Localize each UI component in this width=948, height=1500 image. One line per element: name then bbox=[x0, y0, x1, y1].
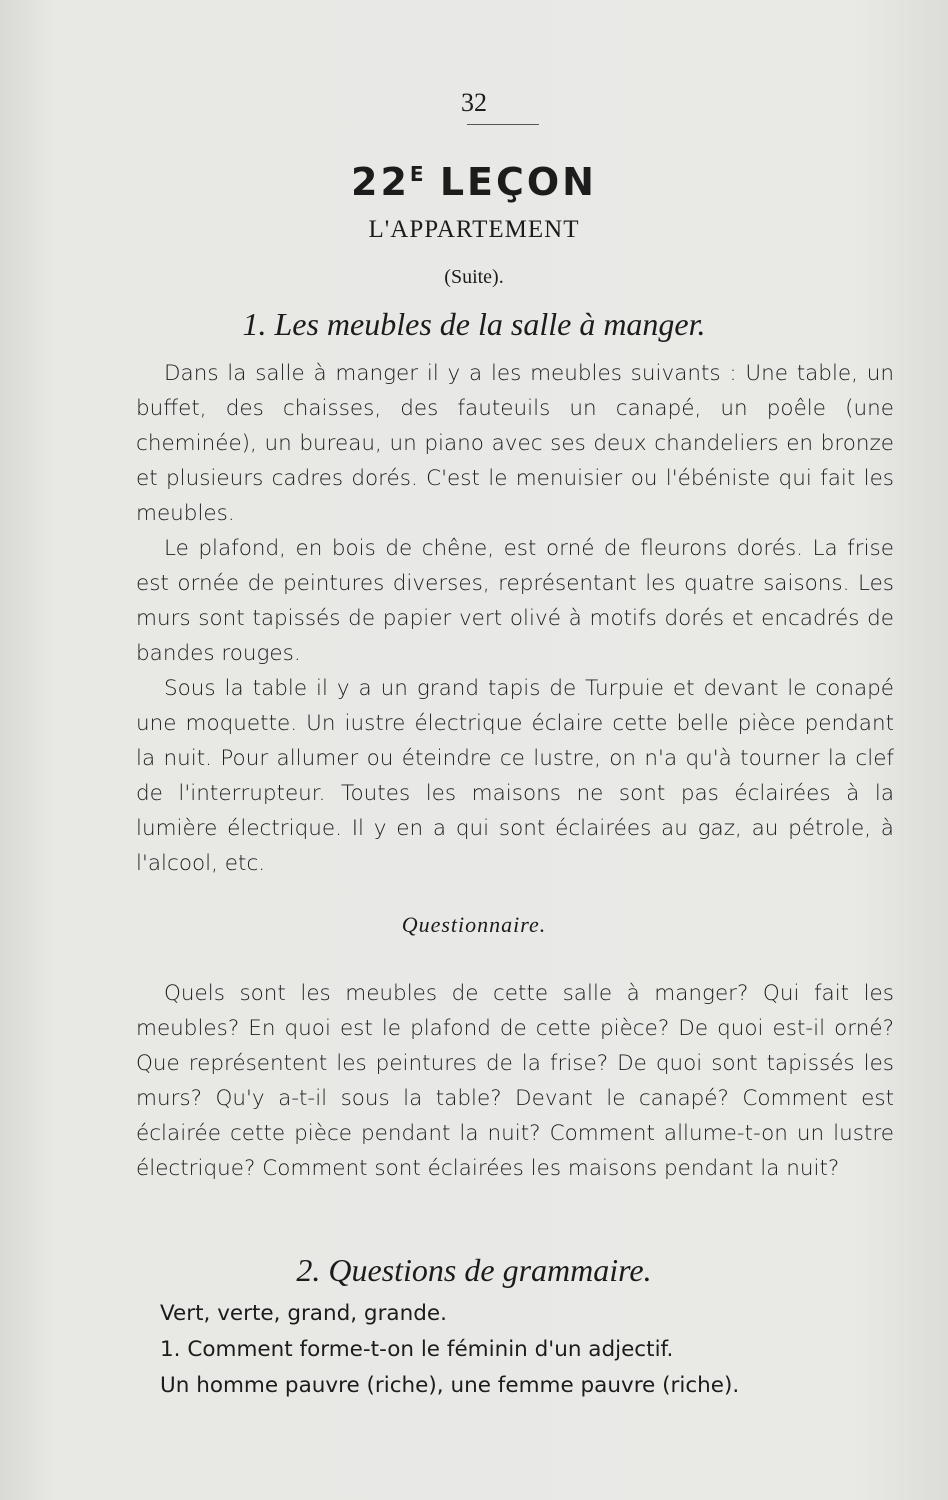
questionnaire-text-block bbox=[136, 976, 894, 1186]
suite-label: (Suite). bbox=[444, 266, 504, 288]
lesson-title bbox=[0, 160, 948, 204]
lesson-number-suffix: E bbox=[409, 162, 424, 186]
grammar-line: 1. Comment forme-t-on le féminin d'un adjectif. bbox=[160, 1337, 674, 1362]
grammar-lines bbox=[160, 1296, 900, 1404]
grammar-line: Un homme pauvre (riche), une femme pauvre (riche). bbox=[160, 1373, 740, 1398]
page-number: 32 bbox=[461, 88, 487, 117]
section-heading-2: 2. Questions de grammaire. bbox=[296, 1252, 652, 1288]
paragraph: Sous la table il y a un grand tapis de Turpuie et devant le conapé une moquette. Un iustre électrique éclaire cette belle pièce pendant la nuit. Pour allumer ou éteindre ce lustre, on n'a qu'à tourner la clef de l'interrupteur. Toutes les maisons ne sont pas éclairées à la lumière électrique. Il y en a qui sont éclairées au gaz, au pétrole, à l'alcool, etc. bbox=[136, 676, 894, 876]
lesson-word: LEÇON bbox=[439, 160, 597, 204]
paragraph: Le plafond, en bois de chêne, est orné de fleurons dorés. La frise est ornée de peintures diverses, représentant les quatre saisons. Les murs sont tapissés de papier vert olivé à motifs dorés et encadrés de bandes rouges. bbox=[136, 536, 894, 666]
chapter-subtitle: L'APPARTEMENT bbox=[368, 216, 580, 243]
questionnaire-heading: Questionnaire. bbox=[401, 912, 547, 937]
page-number-rule bbox=[467, 124, 539, 125]
main-text bbox=[136, 356, 894, 881]
lesson-number: 22 bbox=[351, 160, 410, 204]
questionnaire-text: Quels sont les meubles de cette salle à manger? Qui fait les meubles? En quoi est le plafond de cette pièce? De quoi est-il orné? Que représentent les peintures de la frise? De quoi sont tapissés les murs? Qu'y a-t-il sous la table? Devant le canapé? Comment est éclairée cette pièce pendant la nuit? Comment allume-t-on un lustre électrique? Comment sont éclairées les maisons pendant la nuit? bbox=[136, 981, 894, 1181]
section-heading-1: 1. Les meubles de la salle à manger. bbox=[242, 306, 706, 342]
grammar-line: Vert, verte, grand, grande. bbox=[160, 1301, 447, 1326]
paragraph: Dans la salle à manger il y a les meubles suivants : Une table, un buffet, des chaisses, des fauteuils un canapé, un poêle (une cheminée), un bureau, un piano avec ses deux chandeliers en bronze et plusieurs cadres dorés. C'est le menuisier ou l'ébéniste qui fait les meubles. bbox=[136, 361, 894, 526]
